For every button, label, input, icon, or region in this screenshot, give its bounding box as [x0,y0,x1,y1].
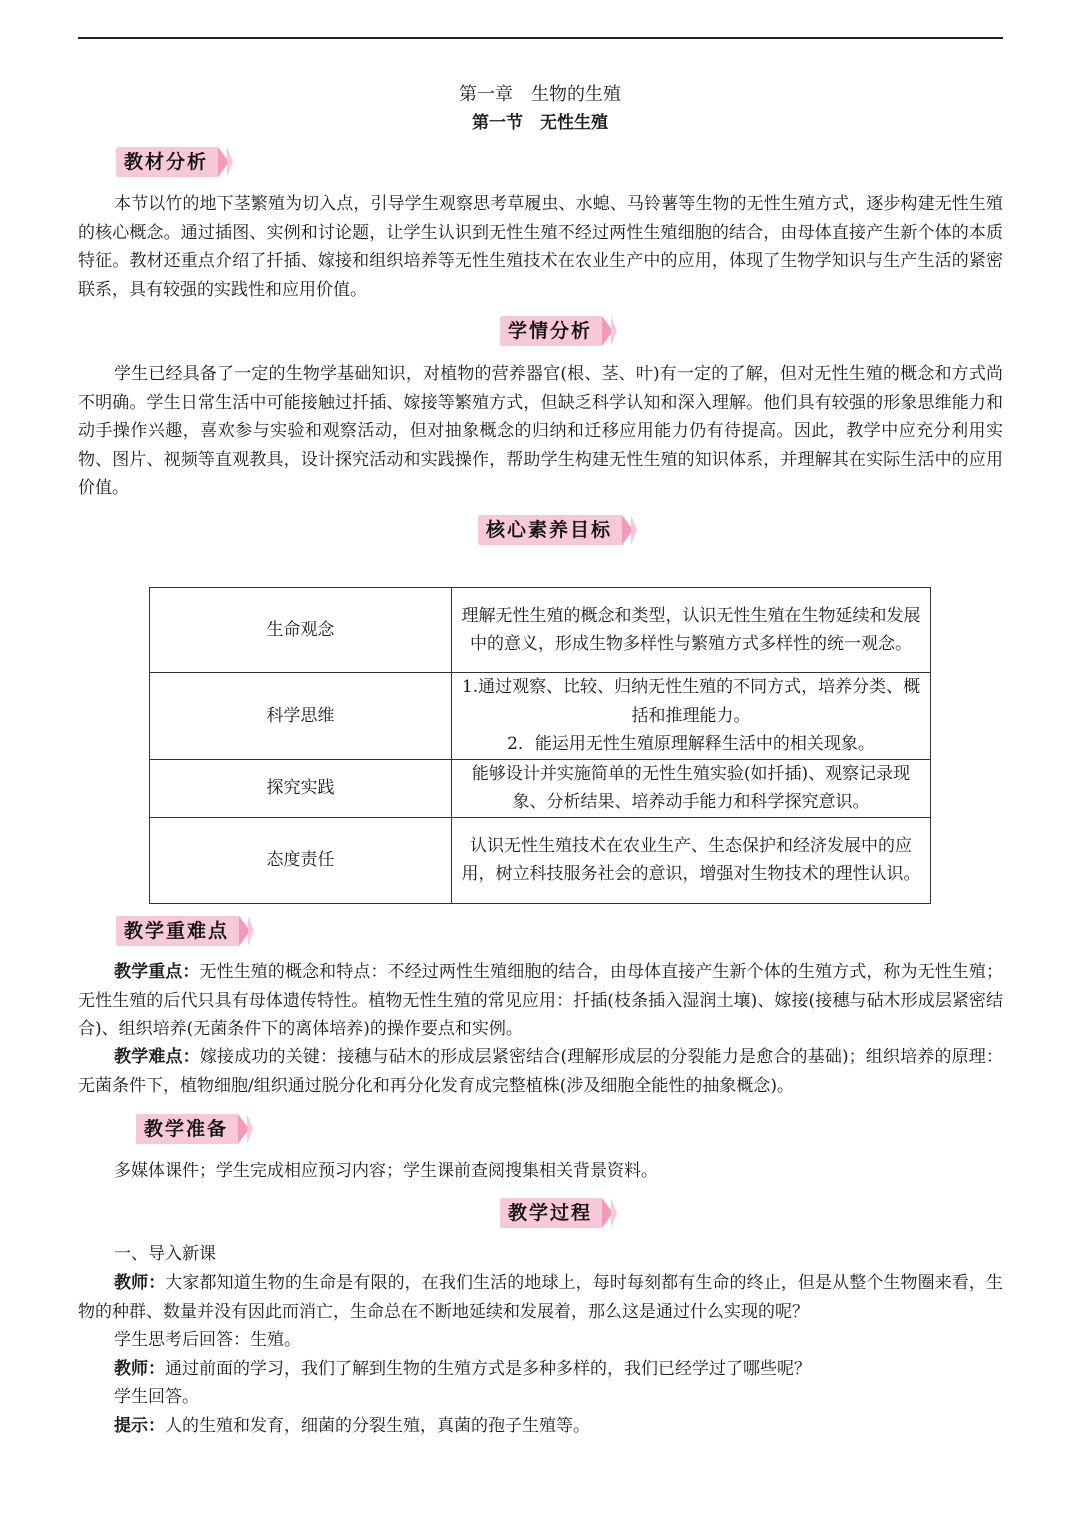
goal-value: 能够设计并实施简单的无性生殖实验(如扦插)、观察记录现象、分析结果、培养动手能力和科学探究意识。 [452,759,931,817]
table-row [150,759,931,817]
badge-arrow-icon [631,515,637,545]
top-rule [78,37,1003,39]
teacher-label: 教师： [114,1359,165,1379]
goal-key: 科学思维 [150,673,452,760]
section-badge-label: 教学重难点 [116,916,239,946]
badge-arrow-icon [611,316,617,346]
section-badge-label: 教学准备 [136,1114,238,1144]
teacher-text: 大家都知道生物的生命是有限的，在我们生活的地球上，每时每刻都有生命的终止，但是从整个生物圈来看，生物的种群、数量并没有因此而消亡，生命总在不断地延续和发展着，那么这是通过什么实现的呢？ [78,1273,1004,1322]
analysis-paragraph: 本节以竹的地下茎繁殖为切入点，引导学生观察思考草履虫、水螅、马铃薯等生物的无性生殖方式，逐步构建无性生殖的核心概念。通过插图、实例和讨论题，让学生认识到无性生殖不经过两性生殖细胞的结合，由母体直接产生新个体的本质特征。教材还重点介绍了扦插、嫁接和组织培养等无性生殖技术在农业生产中的应用，体现了生物学知识与生产生活的紧密联系，具有较强的实践性和应用价值。 [78,194,1003,300]
badge-arrow-icon [247,1114,253,1144]
badge-arrow-icon [248,916,254,946]
focus-paragraph [78,958,1003,1044]
teacher-line-2 [78,1355,1003,1384]
teacher-text: 通过前面的学习，我们了解到生物的生殖方式是多种多样的，我们已经学过了哪些呢？ [165,1359,811,1379]
teacher-line-1 [78,1269,1003,1326]
difficulty-paragraph [78,1043,1003,1100]
goal-value: 认识无性生殖技术在农业生产、生态保护和经济发展中的应用，树立科技服务社会的意识，增强对生物技术的理性认识。 [452,817,931,903]
section-badge-goals [478,515,637,545]
difficulty-label: 教学难点： [114,1047,200,1067]
badge-arrow-icon [611,1198,617,1228]
goal-value-cell [452,673,931,760]
focus-text: 无性生殖的概念和特点：不经过两性生殖细胞的结合，由母体直接产生新个体的生殖方式，称为无性生殖；无性生殖的后代只具有母体遗传特性。植物无性生殖的常见应用：扦插(枝条插入湿润土壤)、嫁接(接穗与砧木形成层紧密结合)、组织培养(无菌条件下的离体培养)的操作要点和实例。 [78,962,1004,1039]
section-badge-keypoints [116,916,254,946]
section-badge-prep [136,1114,253,1144]
prep-paragraph: 多媒体课件；学生完成相应预习内容；学生课前查阅搜集相关背景资料。 [114,1161,658,1181]
section-title: 第一节 无性生殖 [472,113,608,133]
chapter-title: 第一章 生物的生殖 [459,84,621,105]
section-badge-students [500,316,617,346]
hint-label: 提示： [114,1416,165,1436]
badge-arrow-icon [227,147,233,177]
teacher-label: 教师： [114,1273,166,1293]
section-badge-label: 教学过程 [500,1198,602,1228]
goal-value: 1.通过观察、比较、归纳无性生殖的不同方式，培养分类、概括和推理能力。 [461,677,921,726]
goal-key: 生命观念 [150,588,452,673]
table-row [150,673,931,760]
students-paragraph: 学生已经具备了一定的生物学基础知识，对植物的营养器官(根、茎、叶)有一定的了解，但对无性生殖的概念和方式尚不明确。学生日常生活中可能接触过扦插、嫁接等繁殖方式，但缺乏科学认知和深入理解。他们具有较强的形象思维能力和动手操作兴趣，喜欢参与实验和观察活动，但对抽象概念的归纳和迁移应用能力仍有待提高。因此，教学中应充分利用实物、图片、视频等直观教具，设计探究活动和实践操作，帮助学生构建无性生殖的知识体系，并理解其在实际生活中的应用价值。 [78,364,1003,498]
section-badge-process [500,1198,617,1228]
student-line-2: 学生回答。 [114,1387,199,1407]
difficulty-text: 嫁接成功的关键：接穗与砧木的形成层紧密结合(理解形成层的分裂能力是愈合的基础)；组织培养的原理：无菌条件下，植物细胞/组织通过脱分化和再分化发育成完整植株(涉及细胞全能性的抽象概念)。 [78,1047,1004,1096]
hint-line [78,1412,1003,1441]
section-badge-analysis [116,147,233,177]
table-row [150,588,931,673]
section-badge-label: 学情分析 [500,316,602,346]
hint-text: 人的生殖和发育，细菌的分裂生殖，真菌的孢子生殖等。 [165,1416,590,1436]
student-line-1: 学生思考后回答：生殖。 [114,1330,301,1350]
goal-key: 态度责任 [150,817,452,903]
focus-label: 教学重点： [114,962,200,982]
goal-key: 探究实践 [150,759,452,817]
process-step-heading: 一、导入新课 [114,1244,216,1264]
goal-value: 理解无性生殖的概念和类型，认识无性生殖在生物延续和发展中的意义，形成生物多样性与繁殖方式多样性的统一观念。 [452,588,931,673]
goal-value-2: 2．能运用无性生殖原理解释生活中的相关现象。 [507,734,875,754]
table-row [150,817,931,903]
section-badge-label: 核心素养目标 [478,515,622,545]
section-badge-label: 教材分析 [116,147,218,177]
goals-table [149,587,931,904]
